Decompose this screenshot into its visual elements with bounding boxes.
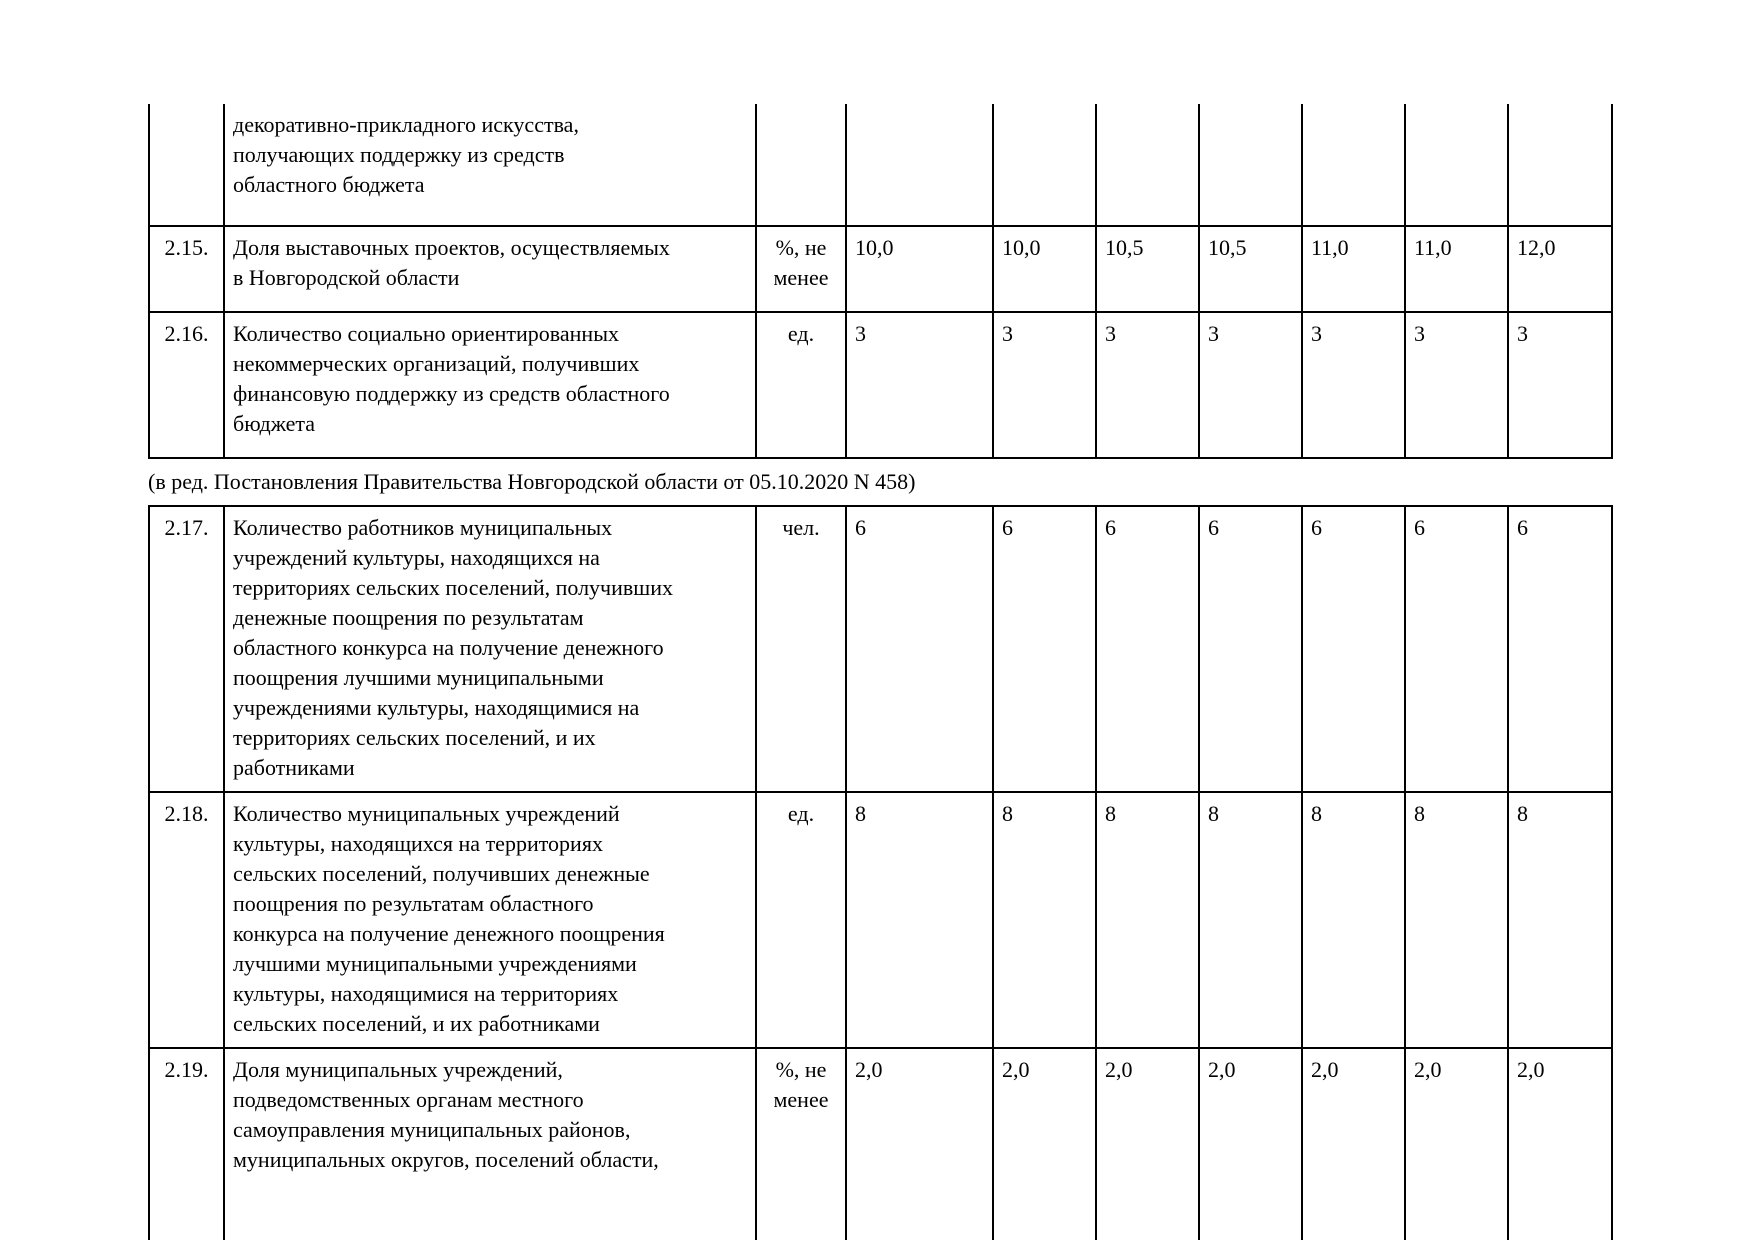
- indicators-table-lower: [148, 505, 1613, 1240]
- value-cell: 3: [1508, 312, 1612, 458]
- value-cell: [1302, 104, 1405, 226]
- value-cell: 3: [1199, 312, 1302, 458]
- indicator-name: декоративно-прикладного искусства, получающих поддержку из средств областного бюджета: [224, 104, 756, 226]
- value-cell: 8: [846, 792, 993, 1048]
- value-cell: 2,0: [1508, 1048, 1612, 1240]
- value-cell: 6: [1096, 506, 1199, 792]
- row-number: 2.19.: [149, 1048, 224, 1240]
- table-row-2-16: [149, 312, 1612, 458]
- value-cell: 8: [993, 792, 1096, 1048]
- value-cell: 2,0: [846, 1048, 993, 1240]
- value-cell: 2,0: [1199, 1048, 1302, 1240]
- value-cell: [1508, 104, 1612, 226]
- value-cell: 11,0: [1405, 226, 1508, 312]
- row-number: 2.15.: [149, 226, 224, 312]
- unit-cell: чел.: [756, 506, 846, 792]
- value-cell: 10,5: [1096, 226, 1199, 312]
- value-cell: [846, 104, 993, 226]
- row-number: [149, 104, 224, 226]
- value-cell: 3: [1405, 312, 1508, 458]
- unit-cell: [756, 104, 846, 226]
- value-cell: 8: [1199, 792, 1302, 1048]
- row-number: 2.18.: [149, 792, 224, 1048]
- table-row-2-17: [149, 506, 1612, 792]
- row-number: 2.16.: [149, 312, 224, 458]
- value-cell: 10,0: [993, 226, 1096, 312]
- value-cell: 6: [1199, 506, 1302, 792]
- indicator-name: Доля муниципальных учреждений, подведомственных органам местного самоуправления муниципальных районов, муниципальных округов, поселений области,: [224, 1048, 756, 1240]
- value-cell: [1199, 104, 1302, 226]
- value-cell: 2,0: [1302, 1048, 1405, 1240]
- value-cell: 2,0: [1096, 1048, 1199, 1240]
- value-cell: [1405, 104, 1508, 226]
- indicator-name: Количество работников муниципальных учреждений культуры, находящихся на территориях сельских поселений, получивших денежные поощрения по результатам областного конкурса на получение денежного поощрения лучшими муниципальными учреждениями культуры, находящимися на территориях сельских поселений, и их работниками: [224, 506, 756, 792]
- value-cell: 3: [846, 312, 993, 458]
- indicator-name: Доля выставочных проектов, осуществляемых в Новгородской области: [224, 226, 756, 312]
- unit-cell: %, не менее: [756, 1048, 846, 1240]
- value-cell: [1096, 104, 1199, 226]
- indicator-name: Количество муниципальных учреждений культуры, находящихся на территориях сельских поселений, получивших денежные поощрения по результатам областного конкурса на получение денежного поощрения лучшими муниципальными учреждениями культуры, находящимися на территориях сельских поселений, и их работниками: [224, 792, 756, 1048]
- value-cell: 2,0: [1405, 1048, 1508, 1240]
- value-cell: 8: [1405, 792, 1508, 1048]
- value-cell: 2,0: [993, 1048, 1096, 1240]
- value-cell: 8: [1302, 792, 1405, 1048]
- value-cell: [993, 104, 1096, 226]
- value-cell: 8: [1096, 792, 1199, 1048]
- value-cell: 6: [1405, 506, 1508, 792]
- row-number: 2.17.: [149, 506, 224, 792]
- value-cell: 10,0: [846, 226, 993, 312]
- indicators-table-upper: [148, 104, 1613, 459]
- value-cell: 3: [1302, 312, 1405, 458]
- value-cell: 3: [993, 312, 1096, 458]
- table-row-2-15: [149, 226, 1612, 312]
- value-cell: 6: [993, 506, 1096, 792]
- unit-cell: ед.: [756, 312, 846, 458]
- value-cell: 12,0: [1508, 226, 1612, 312]
- value-cell: 6: [1302, 506, 1405, 792]
- unit-cell: %, не менее: [756, 226, 846, 312]
- amendment-note: (в ред. Постановления Правительства Новгородской области от 05.10.2020 N 458): [148, 469, 916, 494]
- value-cell: 10,5: [1199, 226, 1302, 312]
- indicator-name: Количество социально ориентированных некоммерческих организаций, получивших финансовую поддержку из средств областного бюджета: [224, 312, 756, 458]
- table-row-2-19: [149, 1048, 1612, 1240]
- unit-cell: ед.: [756, 792, 846, 1048]
- table-row-continued: [149, 104, 1612, 226]
- value-cell: 6: [846, 506, 993, 792]
- value-cell: 6: [1508, 506, 1612, 792]
- table-row-2-18: [149, 792, 1612, 1048]
- value-cell: 11,0: [1302, 226, 1405, 312]
- document-body: [148, 104, 1611, 1240]
- value-cell: 8: [1508, 792, 1612, 1048]
- value-cell: 3: [1096, 312, 1199, 458]
